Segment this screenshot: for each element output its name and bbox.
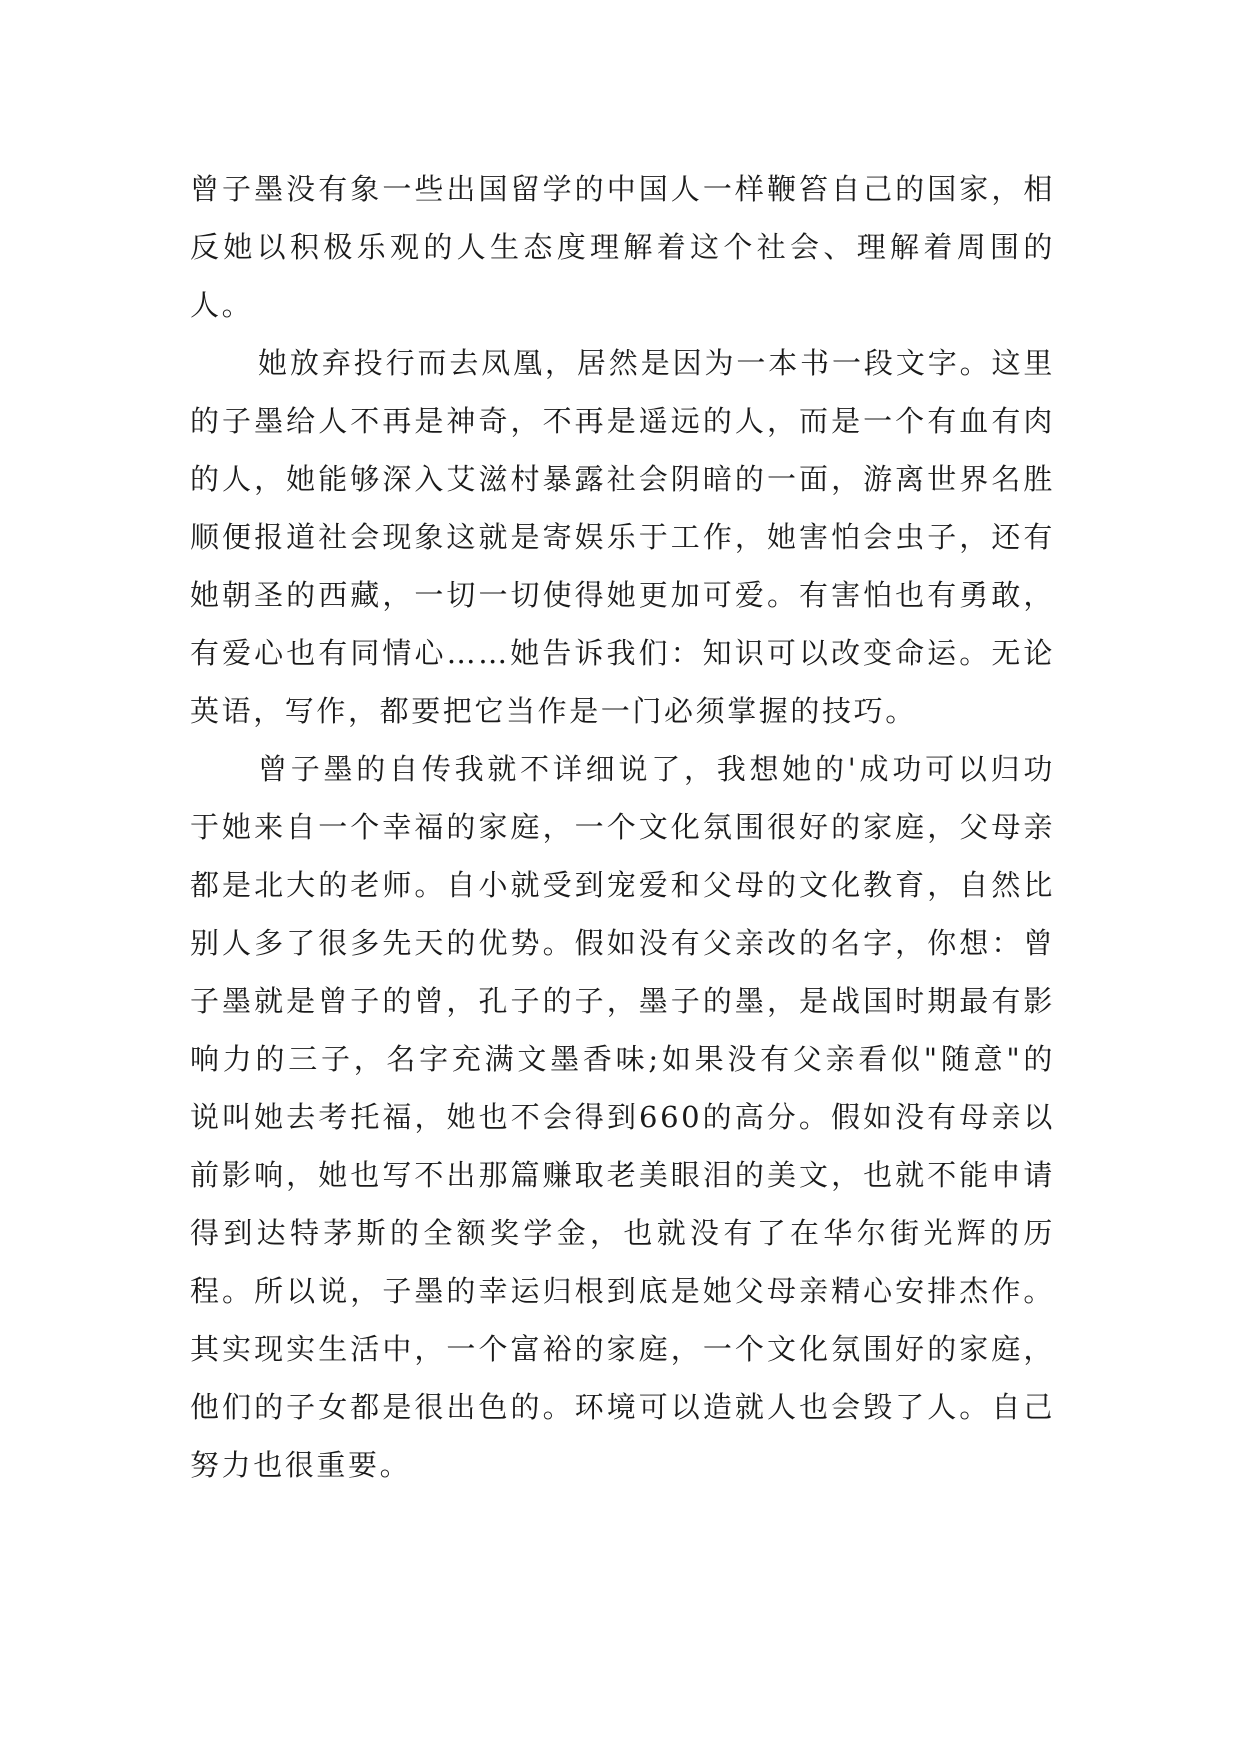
paragraph-1: 曾子墨没有象一些出国留学的中国人一样鞭笞自己的国家，相反她以积极乐观的人生态度理解着这个社会、理解着周围的人。	[190, 172, 1055, 322]
paragraph-3: 曾子墨的自传我就不详细说了，我想她的'成功可以归功于她来自一个幸福的家庭，一个文化氛围很好的家庭，父母亲都是北大的老师。自小就受到宠爱和父母的文化教育，自然比别人多了很多先天的优势。假如没有父亲改的名字，你想：曾子墨就是曾子的曾，孔子的子，墨子的墨，是战国时期最有影响力的三子，名字充满文墨香味;如果没有父亲看似"随意"的说叫她去考托福，她也不会得到660的高分。假如没有母亲以前影响，她也写不出那篇赚取老美眼泪的美文，也就不能申请得到达特茅斯的全额奖学金，也就没有了在华尔街光辉的历程。所以说，子墨的幸运归根到底是她父母亲精心安排杰作。其实现实生活中，一个富裕的家庭，一个文化氛围好的家庭，他们的子女都是很出色的。环境可以造就人也会毁了人。自己努力也很重要。	[190, 752, 1055, 1482]
document-body	[190, 160, 1055, 1494]
paragraph-2: 她放弃投行而去凤凰，居然是因为一本书一段文字。这里的子墨给人不再是神奇，不再是遥远的人，而是一个有血有肉的人，她能够深入艾滋村暴露社会阴暗的一面，游离世界名胜顺便报道社会现象这就是寄娱乐于工作，她害怕会虫子，还有她朝圣的西藏，一切一切使得她更加可爱。有害怕也有勇敢，有爱心也有同情心……她告诉我们：知识可以改变命运。无论英语，写作，都要把它当作是一门必须掌握的技巧。	[190, 346, 1055, 728]
